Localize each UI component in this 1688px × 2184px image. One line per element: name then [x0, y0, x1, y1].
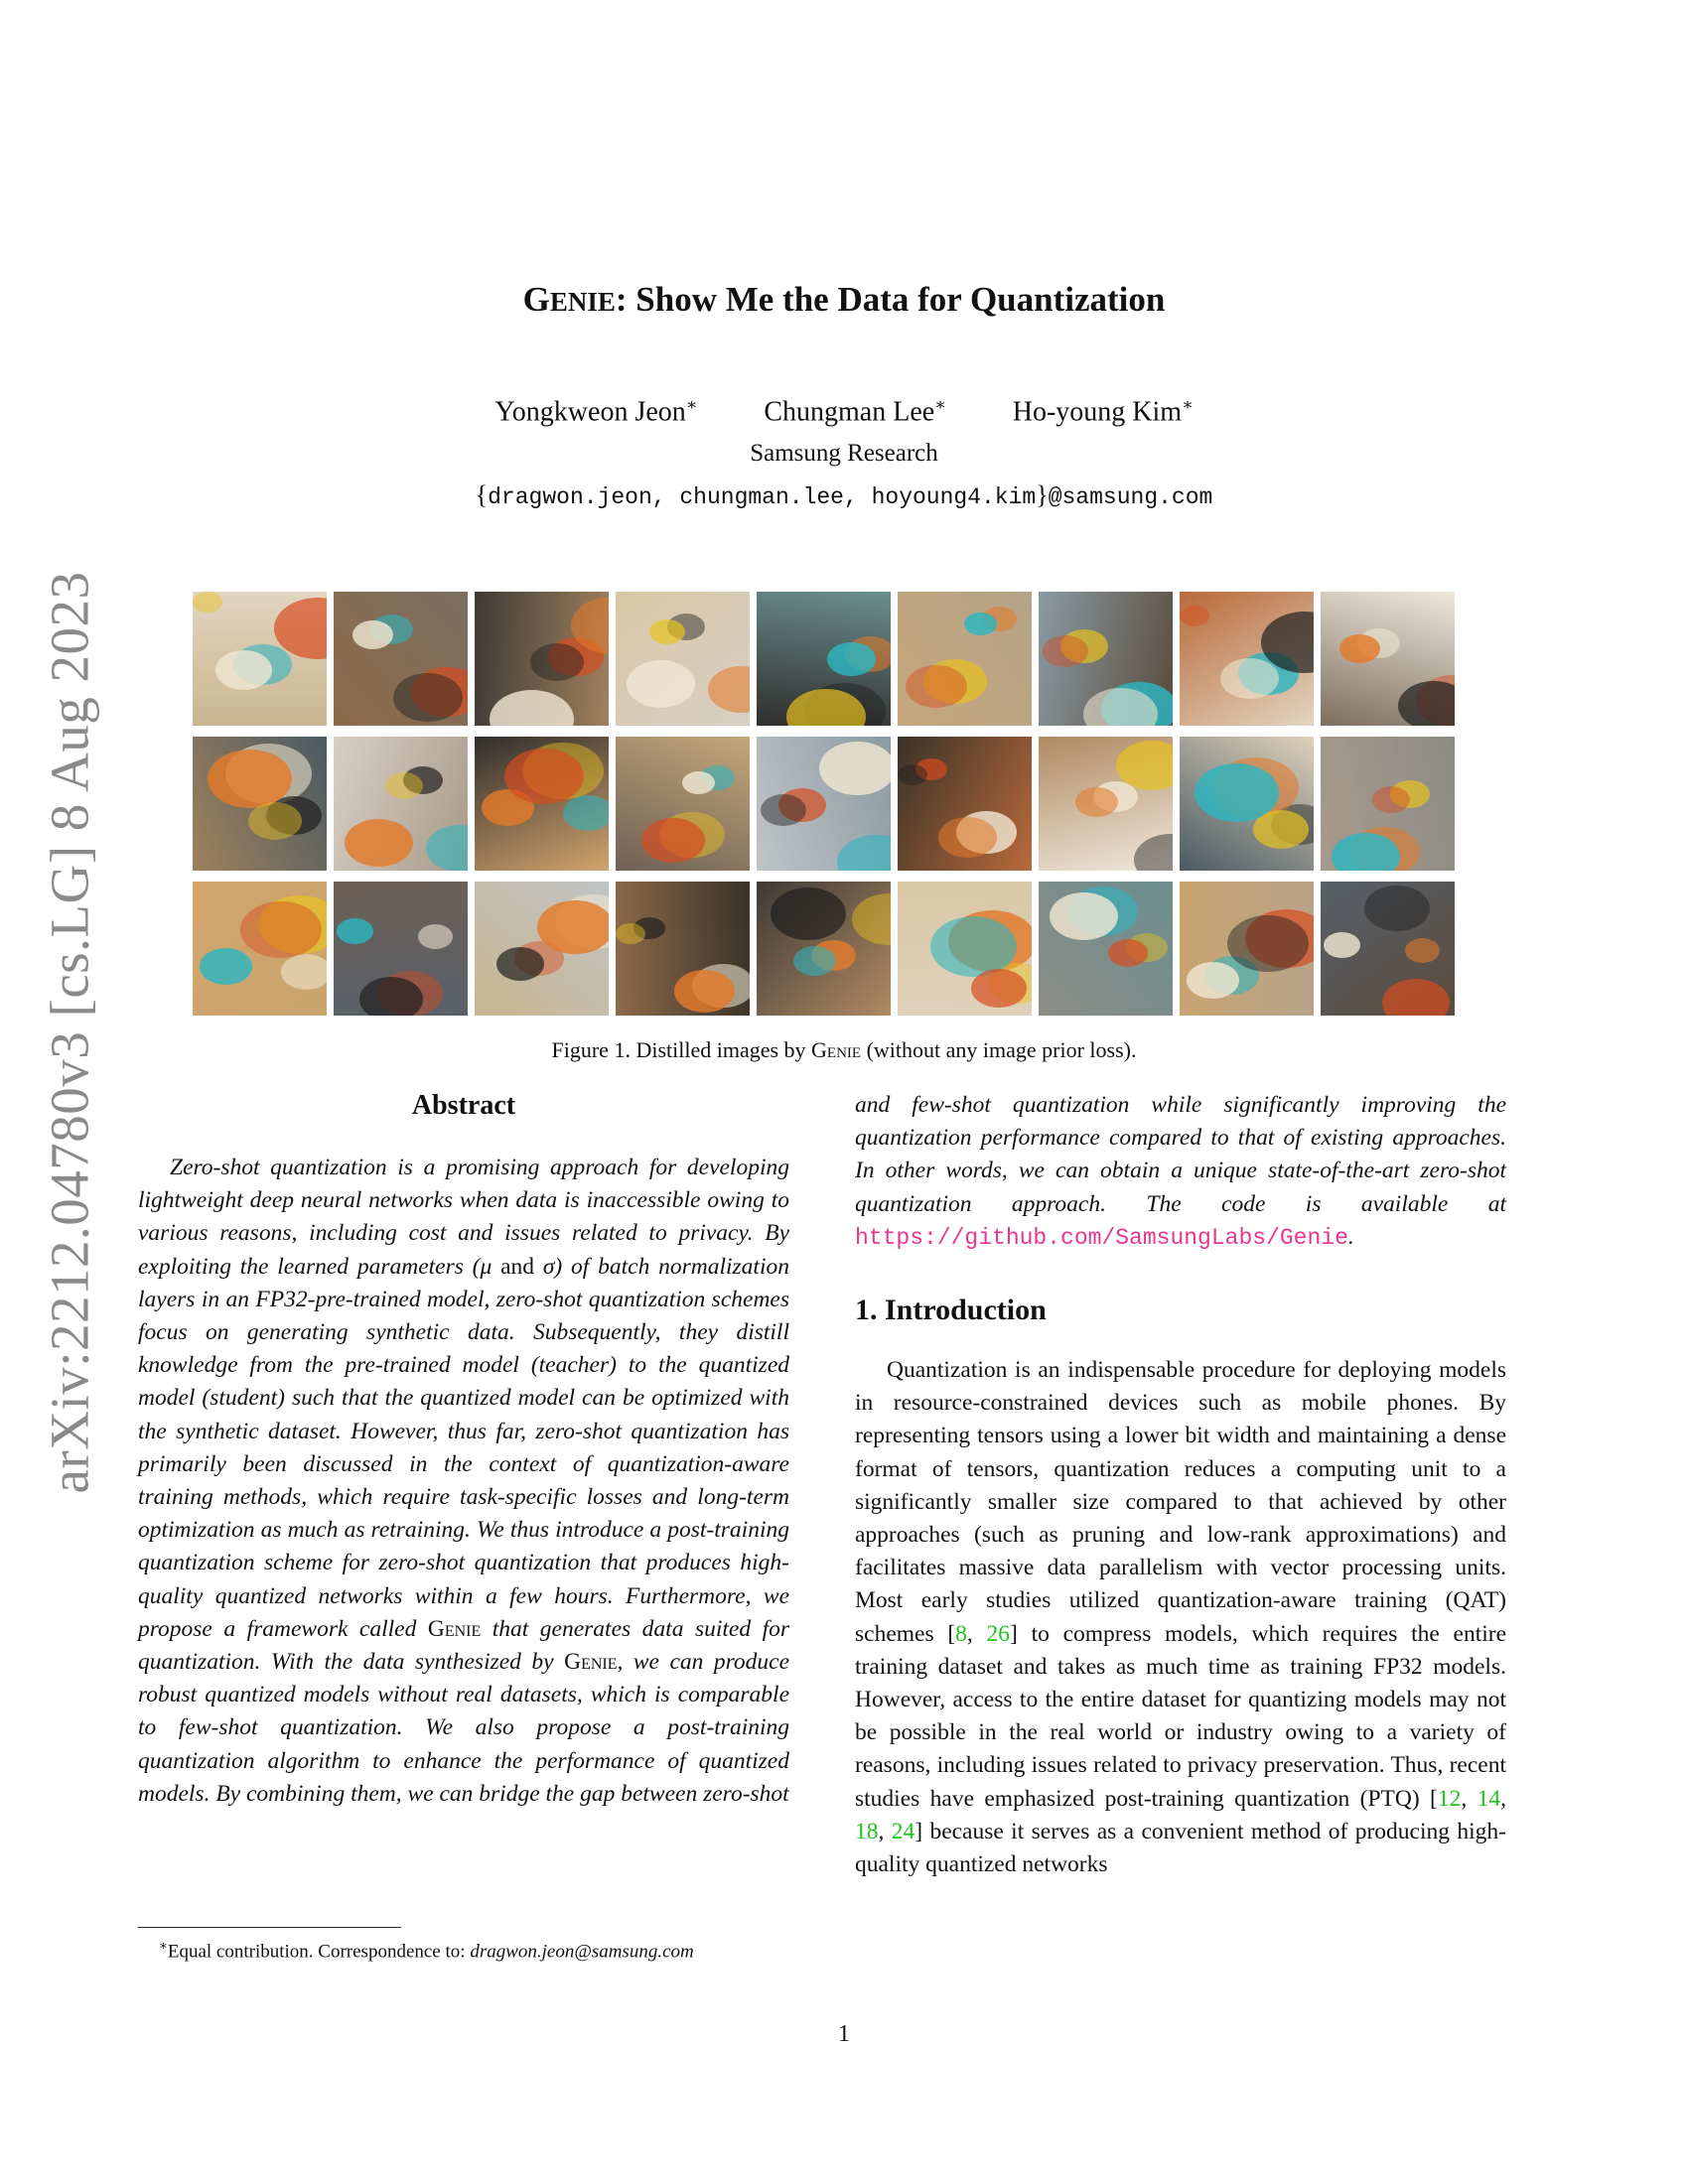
distilled-image: [1321, 882, 1455, 1016]
distilled-image: [1180, 737, 1314, 871]
arxiv-stamp: [0, 0, 139, 2184]
distilled-image: [1321, 737, 1455, 871]
distilled-image: [475, 737, 609, 871]
citation-link[interactable]: 8: [955, 1620, 967, 1647]
distilled-image: [193, 592, 327, 726]
distilled-image: [616, 882, 750, 1016]
distilled-image: [898, 592, 1032, 726]
distilled-image: [1039, 737, 1173, 871]
distilled-image: [1180, 882, 1314, 1016]
author: Yongkweon Jeon∗: [494, 395, 698, 428]
citation-link[interactable]: 26: [986, 1620, 1011, 1647]
distilled-image: [193, 882, 327, 1016]
citation-link[interactable]: 18: [855, 1818, 879, 1844]
author: Ho-young Kim∗: [1012, 395, 1194, 428]
footnote-rule: [138, 1927, 401, 1928]
distilled-image: [334, 882, 468, 1016]
distilled-image: [757, 882, 891, 1016]
distilled-image: [757, 592, 891, 726]
affiliation: Samsung Research: [750, 440, 938, 467]
citation-link[interactable]: 14: [1477, 1785, 1501, 1812]
distilled-image: [334, 592, 468, 726]
distilled-image: [757, 737, 891, 871]
right-column: [855, 1089, 1506, 1881]
distilled-image: [1180, 592, 1314, 726]
distilled-image: [475, 882, 609, 1016]
footnote: ∗Equal contribution. Correspondence to: dragwon.jeon@samsung.com: [159, 1938, 694, 1963]
distilled-image: [1039, 592, 1173, 726]
author-list: [0, 395, 1688, 428]
introduction-text: Quantization is an indispensable procedure for deploying models in resource-constrained devices such as mobile phones. By representing tensors using a lower bit width and maintaining a dense format of tensors, quantization reduces a computing unit to a significantly smaller size compared to that achieved by other approaches (such as pruning and low-rank approximations) and facilitates massive data parallelism with vector processing units. Most early studies utilized quantization-aware training (QAT) schemes [8, 26] to compress models, which requires the entire training dataset and takes as much time as training FP32 models. However, access to the entire dataset for quantizing models may not be possible in the real world or industry owing to a variety of reasons, including issues related to privacy preservation. Thus, recent studies have emphasized post-training quantization (PTQ) [12, 14, 18, 24] because it serves as a convenient method of producing high-quality quantized networks: [855, 1357, 1507, 1878]
left-column: [138, 1089, 789, 1811]
introduction-heading: 1. Introduction: [855, 1294, 1047, 1327]
citation-link[interactable]: 12: [1437, 1785, 1462, 1812]
distilled-image: [616, 737, 750, 871]
distilled-image: [193, 737, 327, 871]
paper-title: GENIE: Show Me the Data for Quantization: [522, 280, 1166, 319]
distilled-image: [334, 737, 468, 871]
distilled-image: [898, 737, 1032, 871]
code-link[interactable]: https://github.com/SamsungLabs/Genie: [855, 1224, 1348, 1251]
author-emails: {dragwon.jeon, chungman.lee, hoyoung4.kim}@samsung.com: [475, 480, 1213, 510]
distilled-image: [1321, 592, 1455, 726]
distilled-image: [1039, 882, 1173, 1016]
arxiv-id: arXiv:2212.04780v3 [cs.LG] 8 Aug 2023: [39, 571, 100, 1494]
distilled-image: [616, 592, 750, 726]
page-number: 1: [838, 2021, 850, 2047]
abstract-continued: and few-shot quantization while significantly improving the quantization performance compared to that of existing approaches. In other words, we can obtain a unique state-of-the-art zero-shot quantization approach. The code is available at https://github.com/SamsungLabs/Genie.: [855, 1092, 1506, 1251]
distilled-image-grid: [193, 592, 1457, 1016]
abstract-heading: Abstract: [411, 1090, 516, 1121]
abstract-text: Zero-shot quantization is a promising approach for developing lightweight deep neural networks when data is inaccessible owing to various reasons, including cost and issues related to privacy. By exploiting the learned parameters (μ and σ) of batch normalization layers in an FP32-pre-trained model, zero-shot quantization schemes focus on generating synthetic data. Subsequently, they distill knowledge from the pre-trained model (teacher) to the quantized model (student) such that the quantized model can be optimized with the synthetic dataset. However, thus far, zero-shot quantization has primarily been discussed in the context of quantization-aware training methods, which require task-specific losses and long-term optimization as much as retraining. We thus introduce a post-training quantization scheme for zero-shot quantization that produces high-quality quantized networks within a few hours. Furthermore, we propose a framework called Genie that generates data suited for quantization. With the data synthesized by Genie, we can produce robust quantized models without real datasets, which is comparable to few-shot quantization. We also propose a post-training quantization algorithm to enhance the performance of quantized models. By combining them, we can bridge the gap between zero-shot: [138, 1155, 789, 1807]
figure-caption: Figure 1. Distilled images by Genie (without any image prior loss).: [551, 1037, 1137, 1062]
citation-link[interactable]: 24: [891, 1818, 915, 1844]
distilled-image: [898, 882, 1032, 1016]
distilled-image: [475, 592, 609, 726]
author: Chungman Lee∗: [764, 395, 946, 428]
